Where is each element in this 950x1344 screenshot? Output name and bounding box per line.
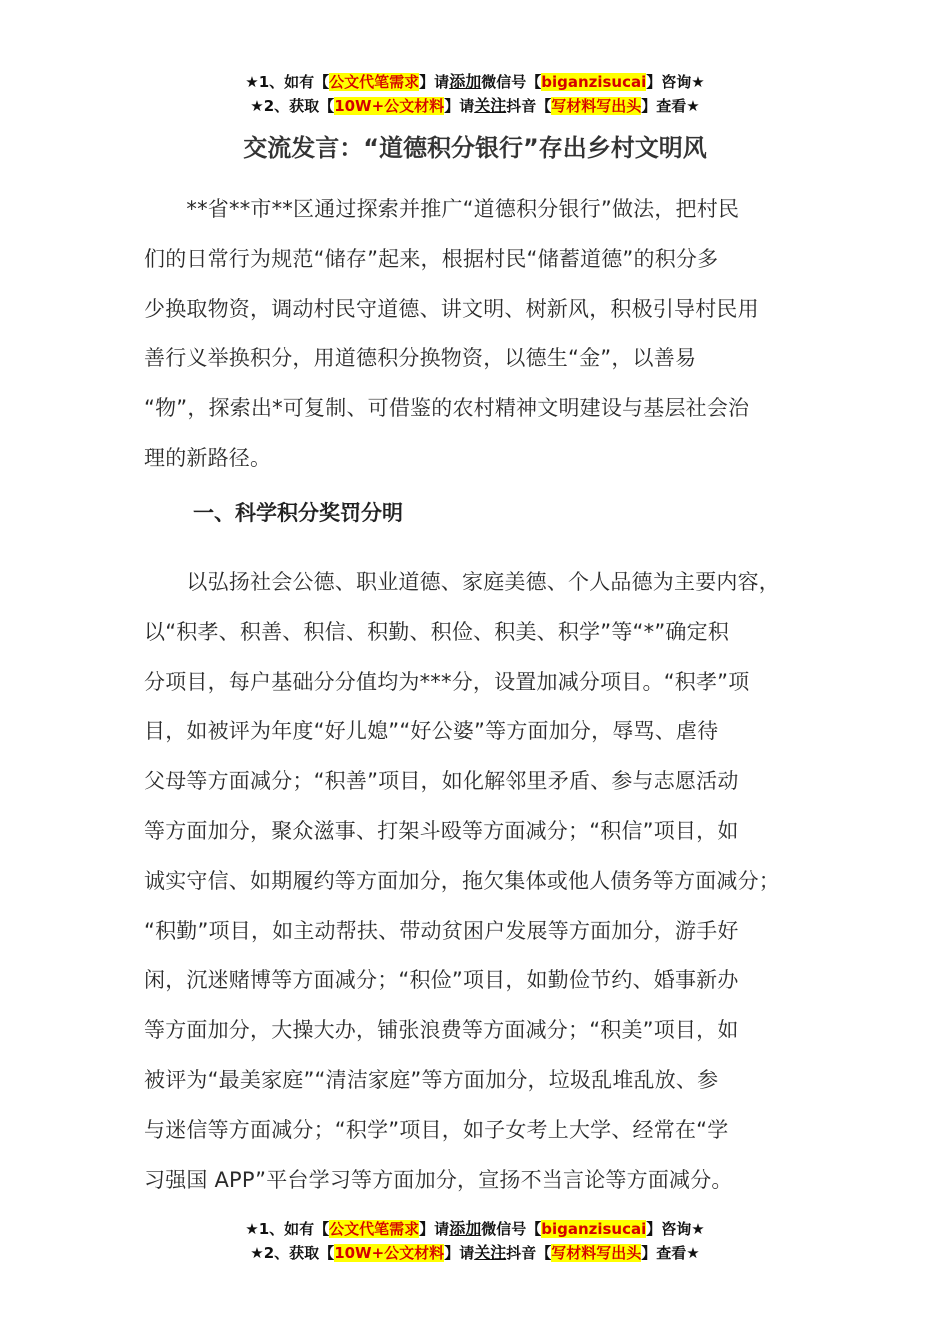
promo-underlined: 关注 xyxy=(474,96,507,115)
text-line: **省**市**区通过探索并推广“道德积分银行”做法，把村民 xyxy=(144,197,740,221)
promo-line-1 xyxy=(0,1217,950,1241)
text-line: 目，如被评为年度“好儿媳”“好公婆”等方面加分，辱骂、虐待 xyxy=(144,719,719,744)
text-line: “物”，探索出*可复制、可借鉴的农村精神文明建设与基层社会治 xyxy=(144,396,750,421)
promo-highlight: 写材料写出头 xyxy=(551,97,642,115)
promo-text: 】咨询★ xyxy=(646,73,705,91)
promo-text: 抖音【 xyxy=(506,97,552,115)
promo-text: 微信号【 xyxy=(481,1220,542,1238)
promo-text: 】请 xyxy=(419,73,450,91)
text-line: 以弘扬社会公德、职业道德、家庭美德、个人品德为主要内容， xyxy=(144,570,780,594)
promo-text: 】咨询★ xyxy=(646,1220,705,1238)
paragraph-1 xyxy=(144,185,824,484)
text-line: 习强国 APP”平台学习等方面加分，宣扬不当言论等方面减分。 xyxy=(144,1167,733,1192)
text-line: 以“积孝、积善、积信、积勤、积俭、积美、积学”等“*”确定积 xyxy=(144,619,730,644)
promo-text: ★1、如有【 xyxy=(245,73,330,91)
paragraph-2 xyxy=(144,558,824,1205)
text-line: 善行义举换积分，用道德积分换物资，以德生“金”，以善易 xyxy=(144,346,697,371)
section-heading-1: 一、科学积分奖罚分明 xyxy=(193,501,403,525)
promo-underlined: 关注 xyxy=(474,1243,507,1262)
footer-promo-banner xyxy=(0,1217,950,1265)
promo-underlined: 添加 xyxy=(449,72,482,91)
promo-text: 】请 xyxy=(444,97,475,115)
promo-underlined: 添加 xyxy=(449,1219,482,1238)
promo-text: 微信号【 xyxy=(481,73,542,91)
text-line: 分项目，每户基础分分值均为***分，设置加减分项目。“积孝”项 xyxy=(144,669,750,694)
text-line: 们的日常行为规范“储存”起来，根据村民“储蓄道德”的积分多 xyxy=(144,246,719,271)
promo-line-2 xyxy=(0,94,950,118)
promo-highlight: 写材料写出头 xyxy=(551,1244,642,1262)
promo-line-1 xyxy=(0,70,950,94)
text-line: “积勤”项目，如主动帮扶、带动贫困户发展等方面加分，游手好 xyxy=(144,918,739,943)
promo-text: ★2、获取【 xyxy=(250,97,335,115)
text-line: 诚实守信、如期履约等方面加分，拖欠集体或他人债务等方面减分； xyxy=(144,868,780,893)
promo-highlight: 公文代笔需求 xyxy=(329,1220,420,1238)
promo-line-2 xyxy=(0,1241,950,1265)
text-line: 等方面加分，聚众滋事、打架斗殴等方面减分；“积信”项目，如 xyxy=(144,818,739,843)
promo-highlight: 10W+公文材料 xyxy=(334,1244,445,1262)
promo-highlight: biganzisucai xyxy=(541,73,647,91)
promo-highlight: 公文代笔需求 xyxy=(329,73,420,91)
text-line: 与迷信等方面减分；“积学”项目，如子女考上大学、经常在“学 xyxy=(144,1117,729,1142)
promo-text: 抖音【 xyxy=(506,1244,552,1262)
text-line: 理的新路径。 xyxy=(144,445,272,470)
document-title: 交流发言：“道德积分银行”存出乡村文明风 xyxy=(243,134,707,162)
promo-text: 】请 xyxy=(444,1244,475,1262)
text-line: 等方面加分，大操大办，铺张浪费等方面减分；“积美”项目，如 xyxy=(144,1018,739,1043)
header-promo-banner xyxy=(0,70,950,118)
promo-highlight: biganzisucai xyxy=(541,1220,647,1238)
promo-text: 】查看★ xyxy=(641,97,700,115)
text-line: 少换取物资，调动村民守道德、讲文明、树新风，积极引导村民用 xyxy=(144,296,759,321)
promo-text: 】请 xyxy=(419,1220,450,1238)
text-line: 闲，沉迷赌博等方面减分；“积俭”项目，如勤俭节约、婚事新办 xyxy=(144,968,739,993)
promo-highlight: 10W+公文材料 xyxy=(334,97,445,115)
text-line: 父母等方面减分；“积善”项目，如化解邻里矛盾、参与志愿活动 xyxy=(144,769,739,794)
promo-text: ★2、获取【 xyxy=(250,1244,335,1262)
text-line: 被评为“最美家庭”“清洁家庭”等方面加分，垃圾乱堆乱放、参 xyxy=(144,1067,719,1092)
promo-text: ★1、如有【 xyxy=(245,1220,330,1238)
promo-text: 】查看★ xyxy=(641,1244,700,1262)
